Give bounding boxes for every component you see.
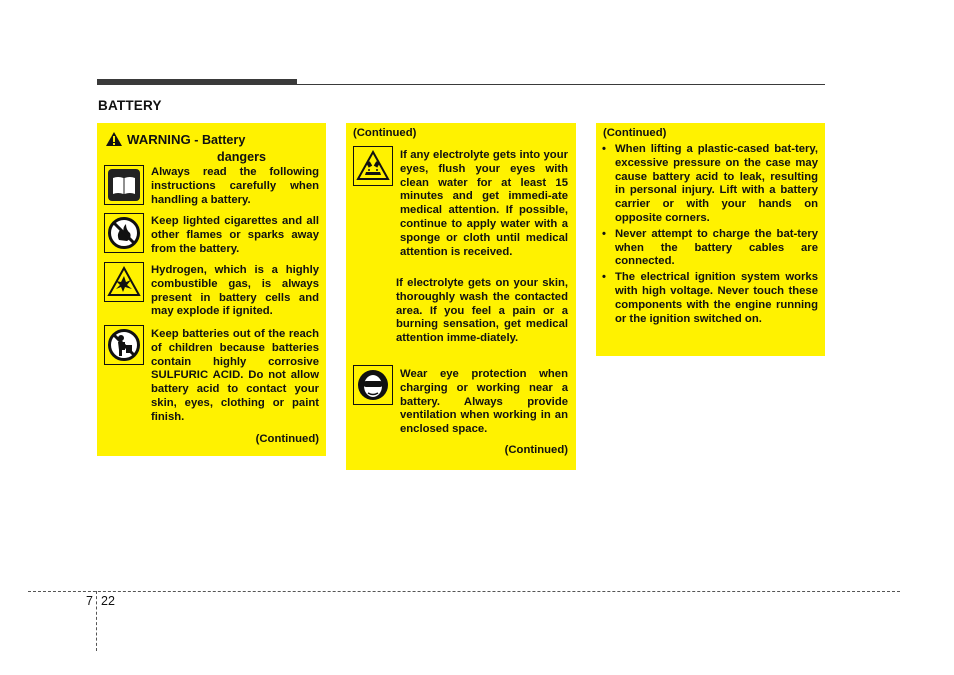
continued-label-top: (Continued) <box>353 127 417 139</box>
footer-divider <box>96 591 97 651</box>
warning-heading <box>105 132 320 165</box>
warning-subtitle-line2: dangers <box>217 149 266 164</box>
explosion-hazard-icon <box>104 262 144 302</box>
footer-rule <box>28 591 900 592</box>
bullet-marker: • <box>602 271 606 284</box>
warning-bullet-list <box>602 143 818 328</box>
warning-word: WARNING <box>127 132 191 147</box>
warning-text-read-instructions: Always read the following instructions carefully when handling a battery. <box>151 166 319 206</box>
page-number: 22 <box>101 594 115 608</box>
bullet-text: The electrical ignition system works with high voltage. Never touch these components with the engine running or the ignition switched on. <box>615 271 818 325</box>
list-item <box>602 143 818 226</box>
warning-text-eyes: If any electrolyte gets into your eyes, flush your eyes with clean water for at least 15 minutes and get immedi-ate medical attention. If possible, continue to apply water with a sponge or cloth until medical attention is received. <box>400 149 568 258</box>
warning-text-children: Keep batteries out of the reach of children because batteries contain highly corrosive SULFURIC ACID. Do not allow battery acid to contact your skin, eyes, clothing or paint finish. <box>151 328 319 423</box>
warning-text-no-flames: Keep lighted cigarettes and all other flames or sparks away from the battery. <box>151 215 319 255</box>
list-item <box>602 228 818 269</box>
no-flames-icon <box>104 213 144 253</box>
warning-text-eye-protection: Wear eye protection when charging or working near a battery. Always provide ventilation when working in an enclosed space. <box>400 368 568 436</box>
bullet-text: When lifting a plastic-cased bat-tery, excessive pressure on the case may cause battery acid to leak, resulting in personal injury. Lift with a battery carrier or with your hands on opposite corners. <box>615 143 818 224</box>
corrosive-acid-icon <box>353 146 393 186</box>
list-item <box>602 271 818 326</box>
bullet-marker: • <box>602 143 606 155</box>
warning-subtitle-line1: - Battery <box>190 133 246 147</box>
bullet-marker: • <box>602 227 606 240</box>
warning-panel-2 <box>346 123 576 470</box>
bullet-text: Never attempt to charge the bat-tery when the battery cables are connected. <box>615 227 818 268</box>
continued-label-top: (Continued) <box>603 127 667 139</box>
eye-protection-icon <box>353 365 393 405</box>
warning-text-hydrogen: Hydrogen, which is a highly combustible gas, is always present in battery cells and may explode if ignited. <box>151 264 319 318</box>
warning-text-skin: If electrolyte gets on your skin, thoroughly wash the contacted area. If you feel a pain or a burning sensation, get medical attention imme-diately. <box>396 277 568 345</box>
warning-panel-3 <box>596 123 825 356</box>
open-book-icon <box>104 165 144 205</box>
section-title: BATTERY <box>98 98 162 113</box>
continued-label: (Continued) <box>255 433 319 445</box>
keep-away-children-icon <box>104 325 144 365</box>
warning-panel-1 <box>97 123 326 456</box>
continued-label-bottom: (Continued) <box>504 444 568 456</box>
chapter-number: 7 <box>86 594 93 608</box>
header-rule-thin <box>97 84 825 85</box>
warning-triangle-icon <box>105 131 123 147</box>
